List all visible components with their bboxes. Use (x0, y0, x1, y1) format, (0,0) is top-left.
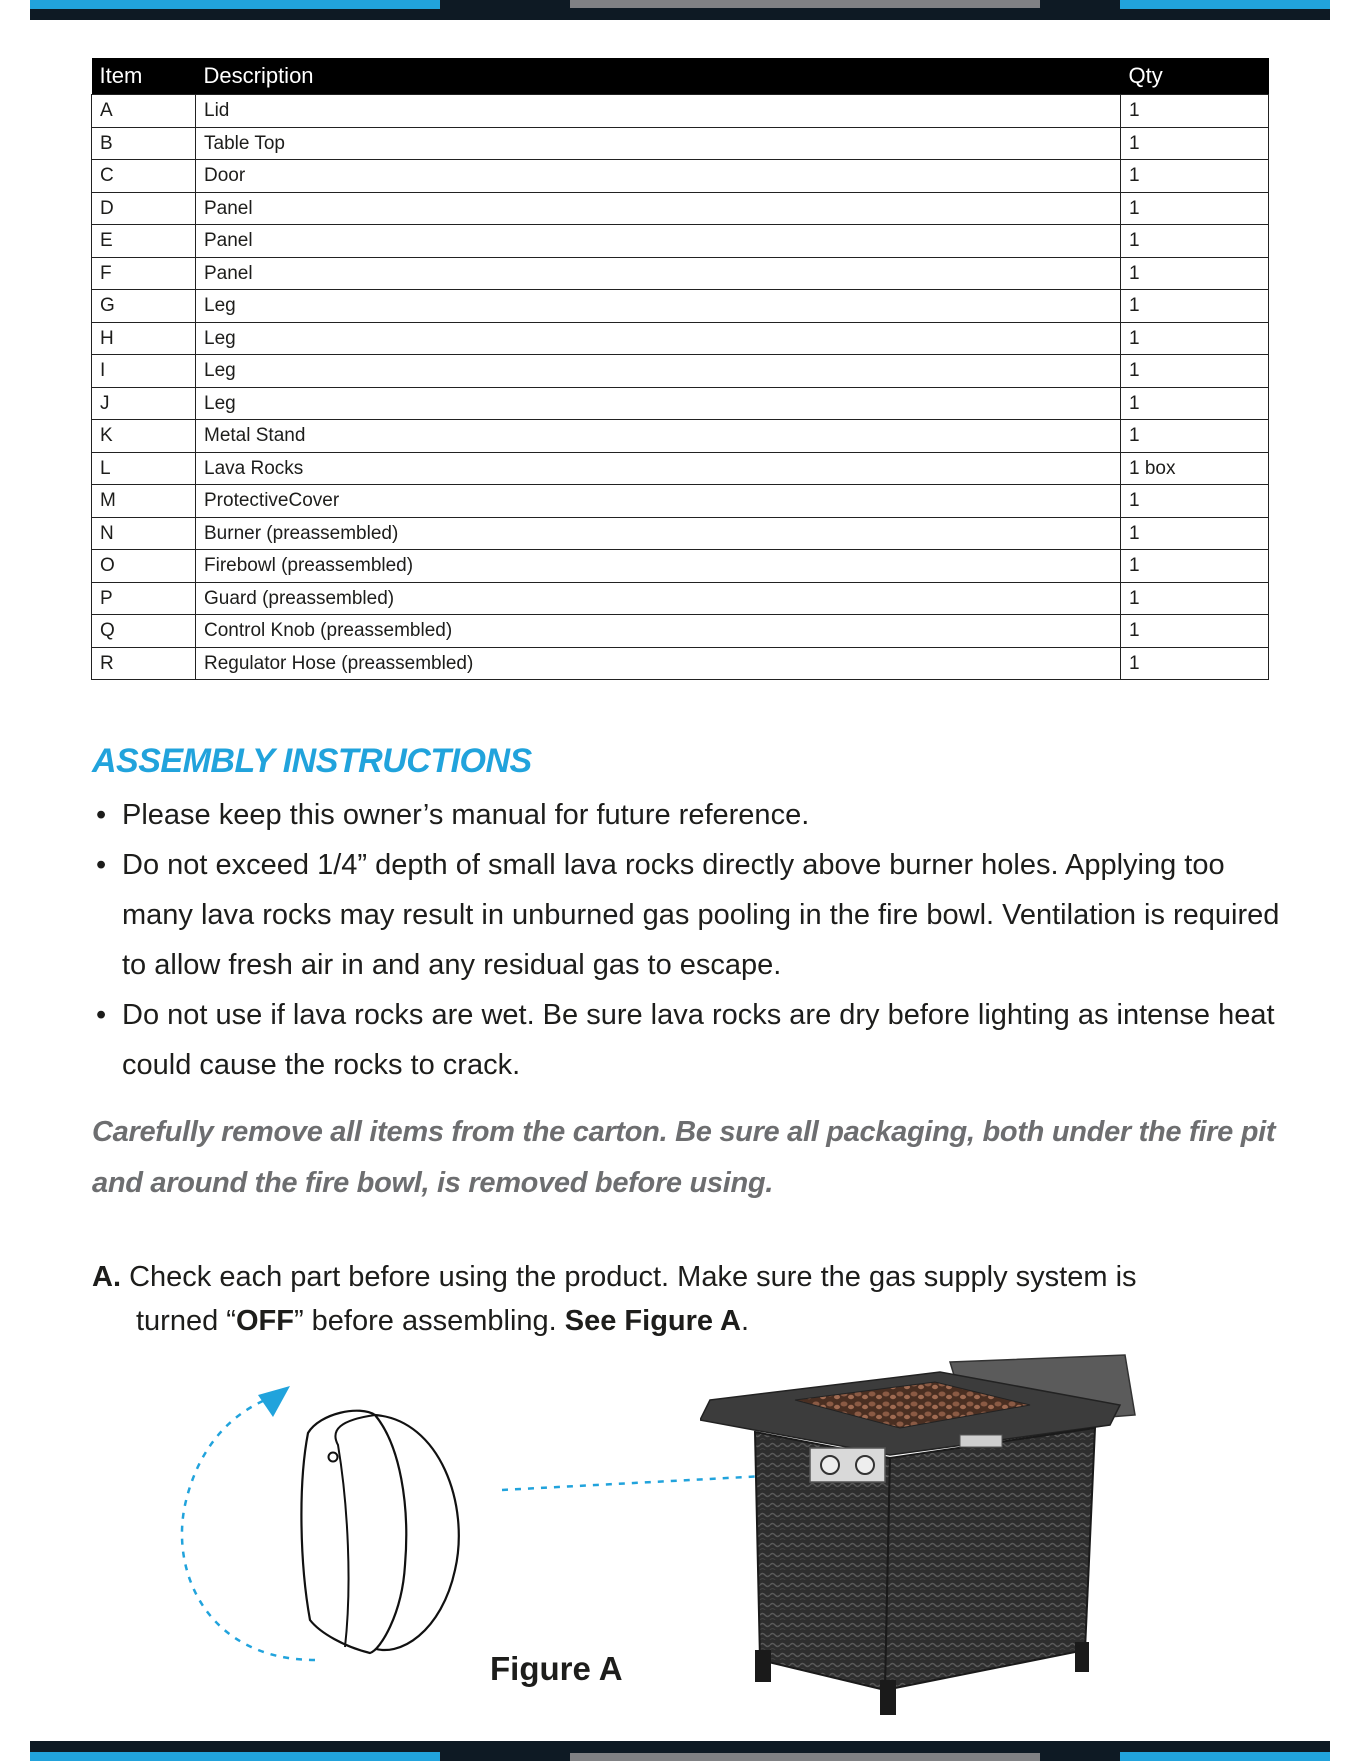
table-row (92, 322, 1269, 355)
cell-description: Lava Rocks (196, 452, 1121, 485)
bottom-decorative-band (30, 1741, 1330, 1761)
rotation-arrow-head (258, 1386, 290, 1417)
table-row (92, 127, 1269, 160)
leg (1075, 1642, 1089, 1672)
column-header-description: Description (196, 58, 1121, 95)
cell-description: ProtectiveCover (196, 485, 1121, 518)
cell-qty: 1 (1121, 517, 1269, 550)
leg (880, 1680, 896, 1715)
instruction-bullet: • Do not use if lava rocks are wet. Be sure lava rocks are dry before lighting as intense heat could cause the rocks to crack. (92, 990, 1292, 1090)
cell-item: A (92, 95, 196, 128)
cell-description: Regulator Hose (preassembled) (196, 647, 1121, 680)
cell-item: M (92, 485, 196, 518)
table-row (92, 160, 1269, 193)
table-row (92, 517, 1269, 550)
step-a-paragraph (92, 1255, 1292, 1343)
unpacking-note: Carefully remove all items from the carton. Be sure all packaging, both under the fire pit and around the fire bowl, is removed before using. (92, 1116, 1276, 1199)
table-row (92, 647, 1269, 680)
column-header-item: Item (92, 58, 196, 95)
cell-qty: 1 (1121, 387, 1269, 420)
step-a-period: . (740, 1305, 750, 1337)
cell-description: Leg (196, 355, 1121, 388)
leg (755, 1650, 771, 1682)
cell-item: L (92, 452, 196, 485)
cell-description: Leg (196, 387, 1121, 420)
cell-qty: 1 (1121, 225, 1269, 258)
cell-qty: 1 box (1121, 452, 1269, 485)
table-row (92, 95, 1269, 128)
cell-item: G (92, 290, 196, 323)
cell-description: Panel (196, 192, 1121, 225)
cell-item: Q (92, 615, 196, 648)
instruction-list (92, 790, 1292, 1090)
see-figure-reference: See Figure A (564, 1305, 741, 1337)
parts-list-table (91, 58, 1269, 680)
cell-qty: 1 (1121, 127, 1269, 160)
table-row (92, 290, 1269, 323)
table-row (92, 420, 1269, 453)
step-a-text-line2: turned “ (136, 1305, 236, 1337)
table-row (92, 225, 1269, 258)
cell-qty: 1 (1121, 420, 1269, 453)
cell-description: Burner (preassembled) (196, 517, 1121, 550)
cell-item: N (92, 517, 196, 550)
table-row (92, 387, 1269, 420)
table-row (92, 485, 1269, 518)
parts-table-body (92, 95, 1269, 680)
cell-item: K (92, 420, 196, 453)
table-row (92, 355, 1269, 388)
cell-qty: 1 (1121, 485, 1269, 518)
table-header-row (92, 58, 1269, 95)
cell-item: E (92, 225, 196, 258)
control-knob-on-pit (821, 1456, 839, 1474)
assembly-instructions-heading: ASSEMBLY INSTRUCTIONS (92, 742, 532, 780)
cell-item: R (92, 647, 196, 680)
table-row (92, 257, 1269, 290)
cell-description: Panel (196, 257, 1121, 290)
cell-qty: 1 (1121, 550, 1269, 583)
cell-item: J (92, 387, 196, 420)
cell-qty: 1 (1121, 582, 1269, 615)
off-emphasis: OFF (235, 1305, 294, 1337)
cell-qty: 1 (1121, 95, 1269, 128)
cell-description: Panel (196, 225, 1121, 258)
cell-description: Door (196, 160, 1121, 193)
table-row (92, 192, 1269, 225)
cell-item: B (92, 127, 196, 160)
figure-caption: Figure A (490, 1650, 623, 1687)
cell-description: Leg (196, 290, 1121, 323)
cell-qty: 1 (1121, 160, 1269, 193)
instruction-bullet: • Please keep this owner’s manual for future reference. (92, 790, 1292, 840)
cell-description: Metal Stand (196, 420, 1121, 453)
cell-description: Guard (preassembled) (196, 582, 1121, 615)
top-decorative-band (30, 0, 1330, 20)
cell-qty: 1 (1121, 257, 1269, 290)
cell-qty: 1 (1121, 322, 1269, 355)
rotation-arrow (182, 1400, 315, 1660)
cell-qty: 1 (1121, 290, 1269, 323)
cell-item: H (92, 322, 196, 355)
column-header-qty: Qty (1121, 58, 1269, 95)
table-row (92, 550, 1269, 583)
cell-item: I (92, 355, 196, 388)
cell-qty: 1 (1121, 355, 1269, 388)
cell-description: Lid (196, 95, 1121, 128)
cell-qty: 1 (1121, 192, 1269, 225)
table-row (92, 582, 1269, 615)
instruction-bullet: • Do not exceed 1/4” depth of small lava rocks directly above burner holes. Applying too many lava rocks may result in unburned gas pooling in the fire bowl. Ventilation is required to allow fresh air in and any residual gas to escape. (92, 840, 1292, 990)
cell-qty: 1 (1121, 615, 1269, 648)
cell-description: Control Knob (preassembled) (196, 615, 1121, 648)
brand-plate (960, 1435, 1002, 1447)
cell-item: O (92, 550, 196, 583)
cell-description: Firebowl (preassembled) (196, 550, 1121, 583)
cell-item: C (92, 160, 196, 193)
cell-item: F (92, 257, 196, 290)
control-knob-illustration (170, 1385, 510, 1675)
cell-item: D (92, 192, 196, 225)
step-a-label: A. (92, 1261, 121, 1293)
knob-body (301, 1411, 406, 1653)
table-row (92, 615, 1269, 648)
cell-description: Leg (196, 322, 1121, 355)
side-panel (885, 1428, 1095, 1690)
step-a-text-line1: Check each part before using the product. Make sure the gas supply system is (129, 1261, 1137, 1293)
cell-item: P (92, 582, 196, 615)
cell-description: Table Top (196, 127, 1121, 160)
fire-pit-illustration (700, 1350, 1140, 1720)
cell-qty: 1 (1121, 647, 1269, 680)
table-row (92, 452, 1269, 485)
step-a-text-line2-cont: ” before assembling. (293, 1305, 565, 1337)
